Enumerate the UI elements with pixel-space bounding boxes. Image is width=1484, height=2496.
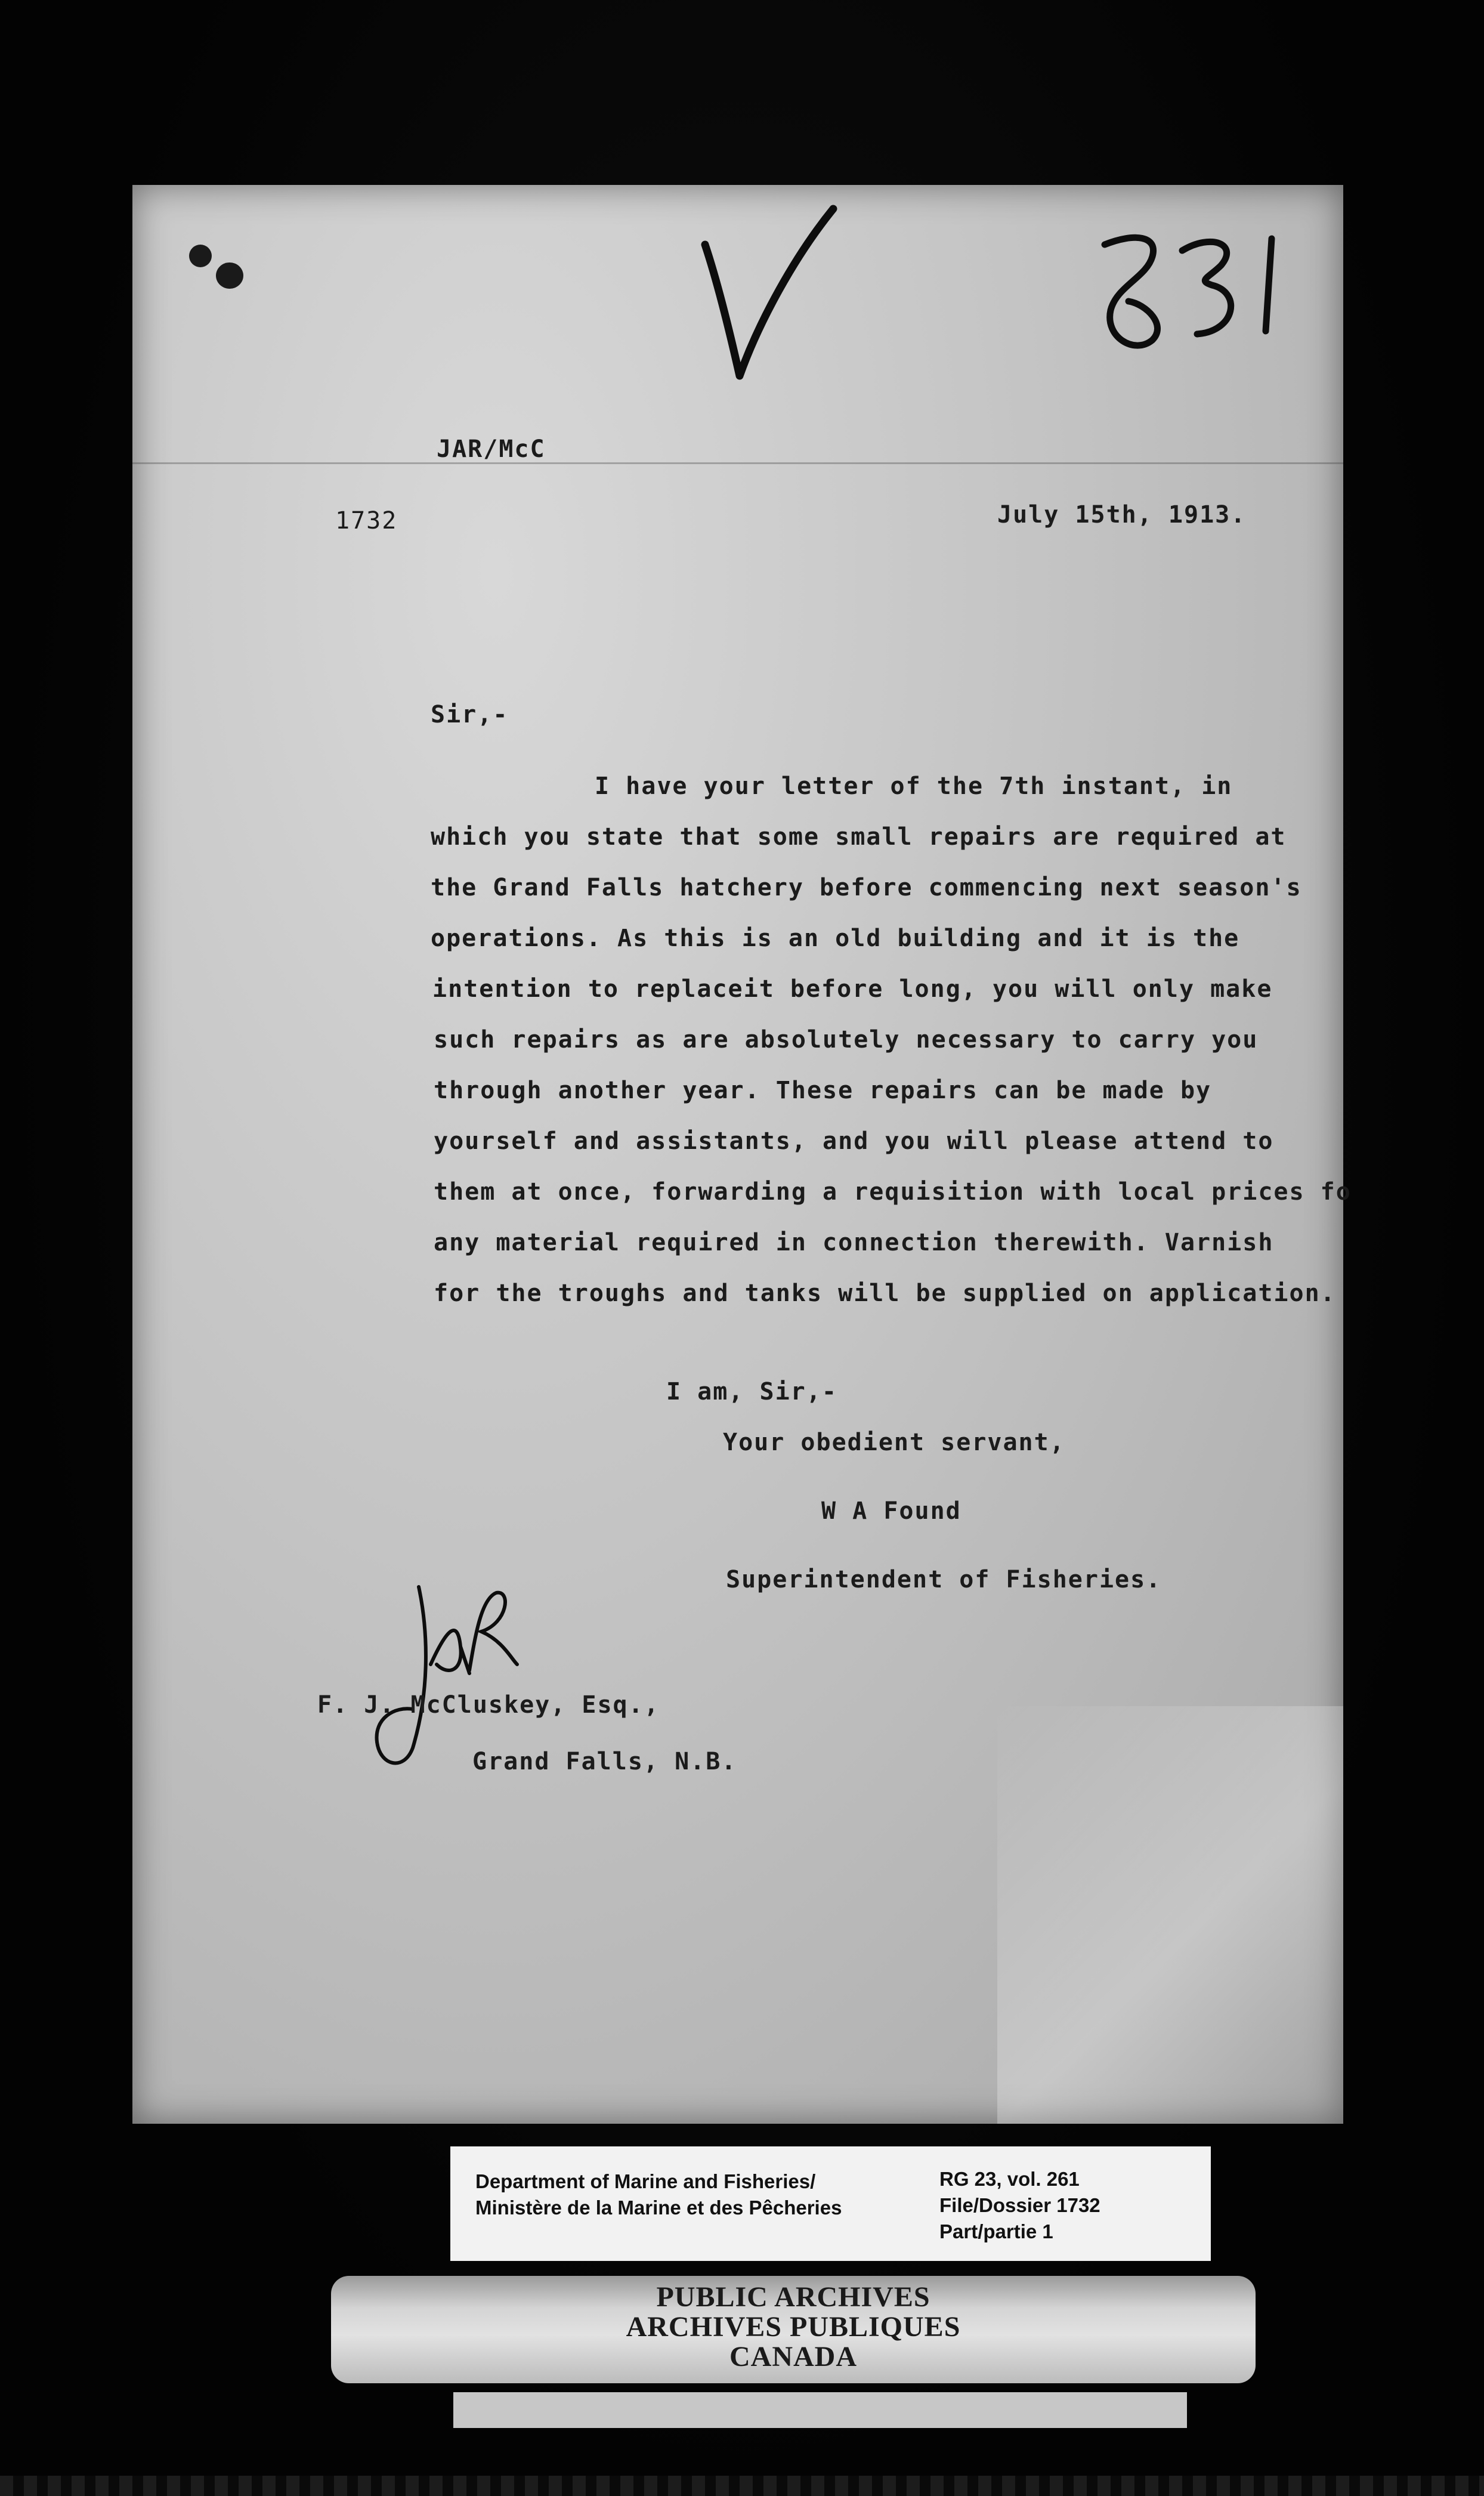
body-line: I have your letter of the 7th instant, in — [595, 773, 1233, 800]
department-english: Department of Marine and Fisheries/ — [475, 2170, 816, 2192]
archives-stamp — [331, 2276, 1256, 2383]
body-line: yourself and assistants, and you will please attend to — [434, 1127, 1274, 1155]
handwritten-page-number — [1093, 221, 1307, 370]
letter-page — [132, 185, 1352, 2124]
lower-label-strip — [453, 2392, 1187, 2428]
stamp-line-country: CANADA — [729, 2341, 857, 2373]
signatory-name: W A Found — [821, 1497, 961, 1525]
file-number: 1732 — [335, 507, 398, 535]
file-dossier-number: File/Dossier 1732 — [939, 2194, 1100, 2216]
archive-reference-label — [450, 2146, 1211, 2261]
handwritten-initials — [347, 1575, 526, 1778]
stamp-line-french: ARCHIVES PUBLIQUES — [626, 2311, 961, 2343]
letter-date: July 15th, 1913. — [997, 501, 1247, 529]
handwritten-checkmark — [693, 203, 848, 394]
recipient-name: F. J. McCluskey, Esq., — [317, 1691, 660, 1719]
body-line: which you state that some small repairs are required at — [431, 823, 1287, 851]
department-french: Ministère de la Marine et des Pêcheries — [475, 2197, 842, 2219]
signatory-title: Superintendent of Fisheries. — [726, 1566, 1162, 1593]
reference-initials: JAR/McC — [437, 435, 546, 463]
complimentary-close-2: Your obedient servant, — [723, 1429, 1065, 1456]
body-line: intention to replaceit before long, you will only make — [432, 975, 1273, 1003]
punch-hole — [216, 262, 243, 289]
body-line: such repairs as are absolutely necessary to carry you — [434, 1026, 1259, 1054]
complimentary-close: I am, Sir,- — [666, 1378, 837, 1405]
part-number: Part/partie 1 — [939, 2220, 1053, 2242]
body-line: them at once, forwarding a requisition with local prices fo — [434, 1178, 1352, 1206]
body-line: through another year. These repairs can be made by — [434, 1077, 1212, 1104]
stamp-line-english: PUBLIC ARCHIVES — [656, 2281, 930, 2313]
film-sprocket-strip — [0, 2476, 1484, 2496]
record-group-volume: RG 23, vol. 261 — [939, 2168, 1080, 2190]
body-line: the Grand Falls hatchery before commencing next season's — [431, 874, 1302, 901]
recipient-place: Grand Falls, N.B. — [472, 1748, 737, 1775]
punch-hole — [189, 245, 212, 267]
body-line: for the troughs and tanks will be supplied on application. — [434, 1280, 1336, 1307]
body-line: any material required in connection therewith. Varnish — [434, 1229, 1274, 1256]
salutation: Sir,- — [431, 701, 509, 728]
body-line: operations. As this is an old building and it is the — [431, 925, 1240, 952]
